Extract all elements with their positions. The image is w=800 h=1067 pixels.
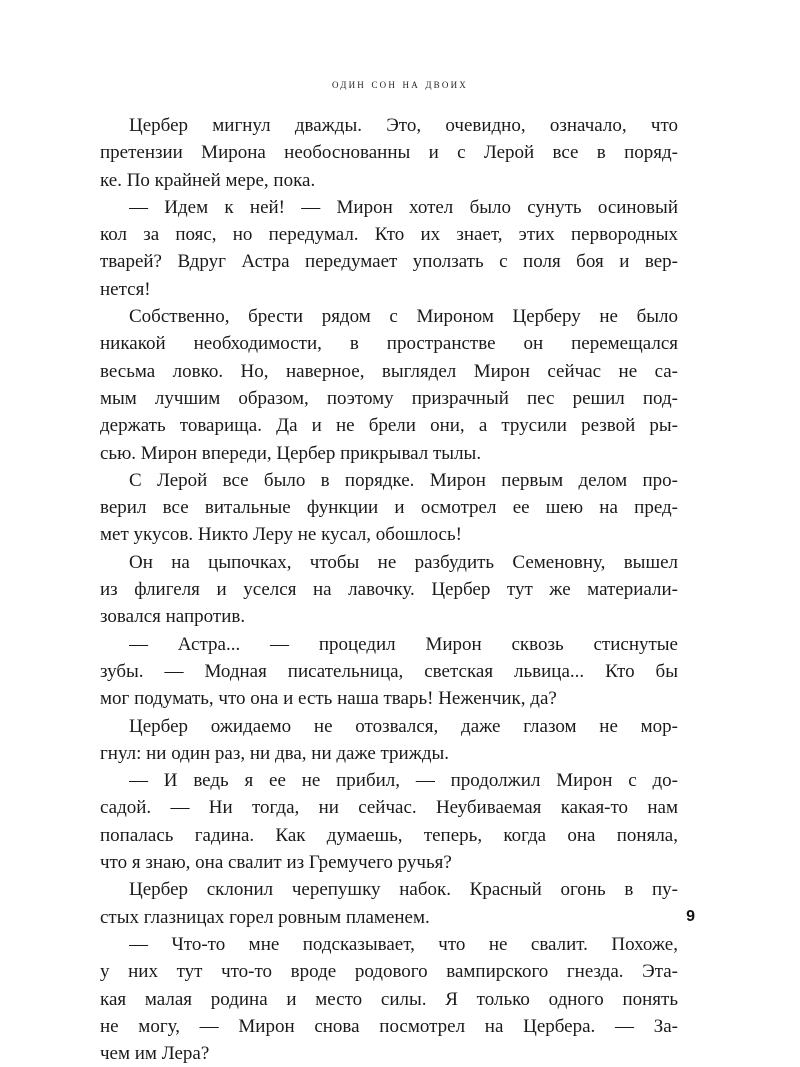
text-line: Цербер склонил черепушку набок. Красный огонь в пу- bbox=[129, 879, 678, 901]
text-line: никакой необходимости, в пространстве он перемещался bbox=[100, 333, 678, 355]
text-line: весьма ловко. Но, наверное, выглядел Мирон сейчас не са- bbox=[100, 360, 678, 382]
text-line: Собственно, брести рядом с Мироном Церберу не было bbox=[129, 306, 678, 328]
text-line: — Что-то мне подсказывает, что не свалит. Похоже, bbox=[129, 933, 678, 955]
text-line: тварей? Вдруг Астра передумает уползать с поля боя и вер- bbox=[100, 251, 678, 273]
text-line: попалась гадина. Как думаешь, теперь, когда она поняла, bbox=[100, 824, 678, 846]
text-line: гнул: ни один раз, ни два, ни даже трижды. bbox=[100, 742, 450, 764]
page-number: 9 bbox=[686, 908, 695, 925]
text-line: не могу, — Мирон снова посмотрел на Цербера. — За- bbox=[100, 1015, 678, 1037]
text-line: Цербер ожидаемо не отозвался, даже глазом не мор- bbox=[129, 715, 678, 737]
text-line: кол за пояс, но передумал. Кто их знает, этих первородных bbox=[100, 224, 678, 246]
text-line: Цербер мигнул дважды. Это, очевидно, означало, что bbox=[129, 115, 678, 136]
text-line: держать товарища. Да и не брели они, а трусили резвой ры- bbox=[100, 415, 678, 437]
text-line: сью. Мирон впереди, Цербер прикрывал тылы. bbox=[100, 442, 482, 464]
text-line: зубы. — Модная писательница, светская львица... Кто бы bbox=[100, 660, 678, 682]
text-line: верил все витальные функции и осмотрел ее шею на пред- bbox=[100, 497, 678, 519]
text-line: С Лерой все было в порядке. Мирон первым делом про- bbox=[129, 469, 678, 491]
text-line: мог подумать, что она и есть наша тварь! Неженчик, да? bbox=[100, 688, 557, 710]
text-line: чем им Лера? bbox=[100, 1043, 210, 1065]
running-head: один сон на двоих bbox=[332, 76, 468, 91]
text-line: — Идем к ней! — Мирон хотел было сунуть осиновый bbox=[129, 196, 678, 218]
text-line: кая малая родина и место силы. Я только одного понять bbox=[100, 988, 678, 1010]
body-text bbox=[100, 112, 678, 1067]
text-line: что я знаю, она свалит из Гремучего ручья? bbox=[100, 852, 452, 874]
text-line: стых глазницах горел ровным пламенем. bbox=[100, 906, 430, 928]
text-line: претензии Мирона необоснованны и с Лерой все в поряд- bbox=[100, 142, 678, 164]
text-line: мым лучшим образом, поэтому призрачный пес решил под- bbox=[100, 387, 678, 409]
text-line: — Астра... — процедил Мирон сквозь стиснутые bbox=[129, 633, 678, 655]
text-line: мет укусов. Никто Леру не кусал, обошлось! bbox=[100, 524, 462, 546]
text-line: зовался напротив. bbox=[100, 606, 246, 628]
text-line: нется! bbox=[100, 278, 151, 300]
text-line: ке. По крайней мере, пока. bbox=[100, 169, 316, 191]
text-line: из флигеля и уселся на лавочку. Цербер тут же материали- bbox=[100, 579, 678, 601]
text-line: садой. — Ни тогда, ни сейчас. Неубиваемая какая-то нам bbox=[100, 797, 678, 819]
text-line: у них тут что-то вроде родового вампирского гнезда. Эта- bbox=[100, 961, 678, 983]
text-line: — И ведь я ее не прибил, — продолжил Мирон с до- bbox=[129, 770, 678, 792]
text-line: Он на цыпочках, чтобы не разбудить Семеновну, вышел bbox=[129, 551, 678, 573]
